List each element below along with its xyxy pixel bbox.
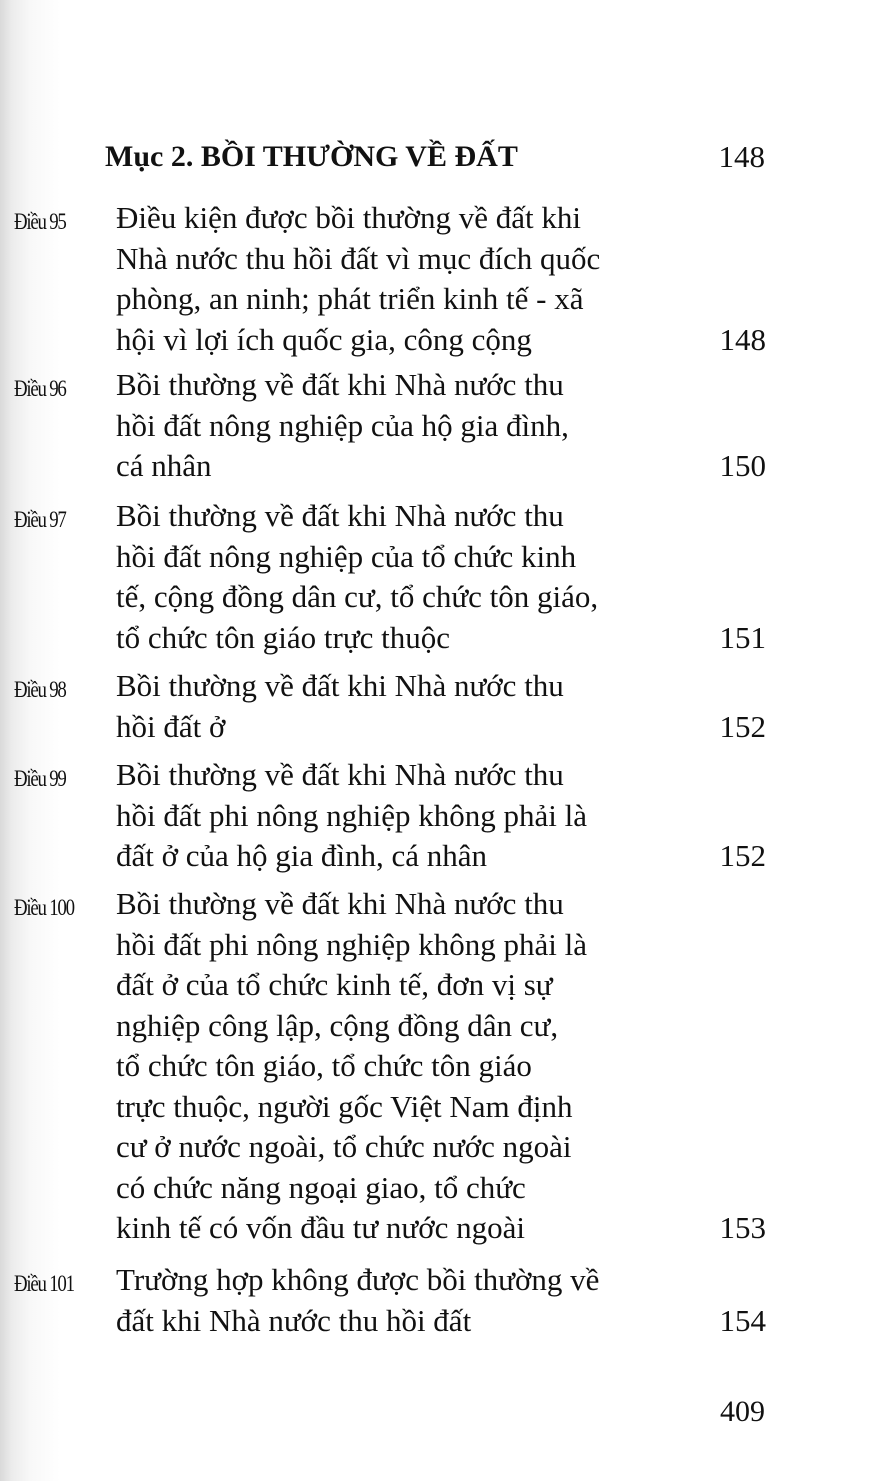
article-title-line: cư ở nước ngoài, tổ chức nước ngoài [116, 1129, 572, 1164]
article-title-line: nghiệp công lập, cộng đồng dân cư, [116, 1007, 559, 1043]
article-title-line: Điều kiện được bồi thường về đất khi [116, 200, 581, 235]
article-title-line: hồi đất nông nghiệp của hộ gia đình, [116, 407, 569, 443]
article-page-number: 152 [719, 708, 766, 744]
article-page-number: 154 [719, 1302, 766, 1338]
article-title-line: tế, cộng đồng dân cư, tổ chức tôn giáo, [116, 579, 599, 614]
article-title-line: hồi đất ở [116, 708, 226, 744]
article-title-line: Bồi thường về đất khi Nhà nước thu [116, 757, 564, 792]
article-page-number: 152 [719, 838, 766, 873]
article-label: Điều 96 [14, 376, 66, 401]
article-title [116, 1260, 676, 1341]
article-title-line: đất khi Nhà nước thu hồi đất [116, 1302, 472, 1338]
article-title [116, 198, 676, 360]
page-number: 409 [720, 1395, 765, 1428]
article-title-line: đất ở của tổ chức kinh tế, đơn vị sự [116, 967, 553, 1002]
article-title-line: tổ chức tôn giáo trực thuộc [116, 619, 451, 655]
article-title-line: hồi đất phi nông nghiệp không phải là [116, 797, 587, 833]
article-title-line: Bồi thường về đất khi Nhà nước thu [116, 886, 564, 921]
article-title-line: Nhà nước thu hồi đất vì mục đích quốc [116, 240, 601, 276]
article-title-line: phòng, an ninh; phát triển kinh tế - xã [116, 281, 584, 316]
article-label: Điều 98 [14, 677, 66, 702]
article-page-number: 151 [719, 619, 766, 655]
article-label: Điều 95 [14, 209, 66, 234]
section-heading [105, 135, 765, 179]
article-title [116, 884, 676, 1249]
article-page-number: 153 [719, 1210, 766, 1245]
article-title-line: đất ở của hộ gia đình, cá nhân [116, 838, 488, 873]
article-title-line: Bồi thường về đất khi Nhà nước thu [116, 367, 564, 402]
article-label: Điều 99 [14, 766, 66, 791]
article-title-line: hồi đất nông nghiệp của tổ chức kinh [116, 538, 577, 574]
article-title-line: hội vì lợi ích quốc gia, công cộng [116, 321, 532, 357]
article-title-line: có chức năng ngoại giao, tổ chức [116, 1169, 526, 1205]
article-title-line: trực thuộc, người gốc Việt Nam định [116, 1088, 573, 1124]
article-title-line: cá nhân [116, 448, 212, 483]
article-label: Điều 100 [14, 895, 74, 920]
article-title-line: Trường hợp không được bồi thường về [116, 1262, 600, 1297]
article-title-line: kinh tế có vốn đầu tư nước ngoài [116, 1210, 525, 1245]
section-page-number: 148 [718, 139, 765, 174]
article-title-line: tổ chức tôn giáo, tổ chức tôn giáo [116, 1048, 532, 1083]
article-title [116, 496, 676, 658]
article-title-line: Bồi thường về đất khi Nhà nước thu [116, 668, 564, 703]
article-title-line: hồi đất phi nông nghiệp không phải là [116, 926, 587, 962]
article-page-number: 148 [719, 321, 766, 357]
article-label: Điều 97 [14, 507, 66, 532]
article-title [116, 755, 676, 877]
article-page-number: 150 [719, 448, 766, 483]
article-title [116, 365, 676, 487]
section-title-text: Mục 2. BỒI THƯỜNG VỀ ĐẤT [105, 140, 518, 173]
article-title [116, 666, 676, 747]
article-title-line: Bồi thường về đất khi Nhà nước thu [116, 498, 564, 533]
article-label: Điều 101 [14, 1271, 74, 1296]
